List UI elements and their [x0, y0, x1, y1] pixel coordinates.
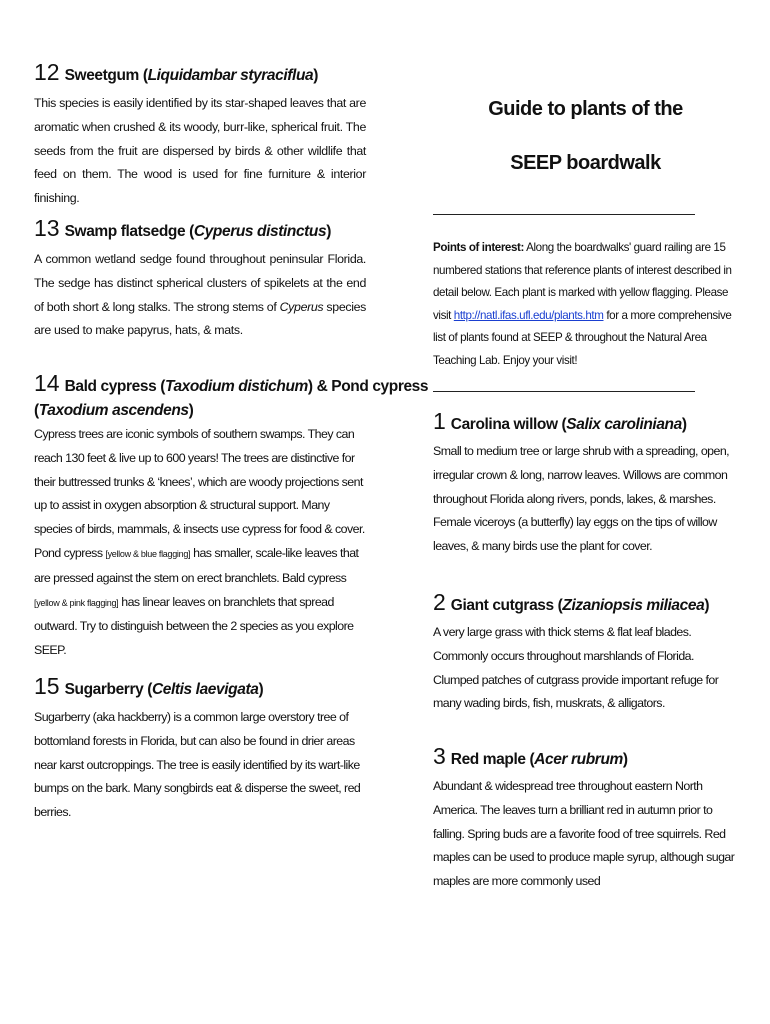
entry-heading: 3 Red maple (Acer rubrum) — [433, 743, 628, 769]
latin-name: Liquidambar styraciflua — [147, 67, 314, 84]
latin-name: Cyperus distinctus — [193, 223, 327, 240]
latin-name: Taxodium ascendens — [38, 402, 189, 419]
entry-heading: 12 Sweetgum (Liquidambar styraciflua) — [34, 59, 318, 85]
entry-description: A common wetland sedge found throughout peninsular Florida. The sedge has distinct spherical clusters of spikelets at the end of both short & long stalks. The strong stems of Cyperus species are used to make papyrus, hats, & mats. — [34, 252, 366, 338]
entry-heading: 1 Carolina willow (Salix caroliniana) — [433, 408, 687, 434]
flagging-note: [yellow & blue flagging] — [105, 548, 191, 559]
station-number: 14 — [34, 370, 60, 396]
entry-giant-cutgrass — [433, 590, 738, 716]
latin-name: Zizaniopsis miliacea — [562, 597, 705, 614]
latin-name: Celtis laevigata — [151, 681, 259, 698]
latin-name: Taxodium distichum — [164, 378, 308, 395]
entry-heading: 13 Swamp flatsedge (Cyperus distinctus) — [34, 215, 331, 241]
entry-description: A very large grass with thick stems & flat leaf blades. Commonly occurs throughout marshlands of Florida. Clumped patches of cutgrass provide important refuge for many wading birds, fish, muskrats, & alligators. — [433, 625, 719, 711]
entry-heading: 2 Giant cutgrass (Zizaniopsis miliacea) — [433, 589, 710, 615]
entry-cypress — [34, 370, 429, 663]
entry-sugarberry — [34, 674, 366, 825]
points-of-interest-text: Points of interest: Along the boardwalks' guard railing are 15 numbered stations that reference plants of interest described in detail below. Each plant is marked with yellow flagging. Please visit http://natl.ifas.ufl.edu/plants.htm for a more comprehensive list of plants found at SEEP & throughout the Natural Area Teaching Lab. Enjoy your visit! — [433, 241, 732, 367]
station-number: 15 — [34, 673, 60, 699]
divider — [433, 391, 695, 392]
entry-red-maple — [433, 744, 738, 894]
points-of-interest-label: Points of interest: — [433, 241, 524, 254]
entry-description: Small to medium tree or large shrub with a spreading, open, irregular crown & long, narrow leaves. Willows are common throughout Florida along rivers, ponds, lakes, & marshes. Female viceroys (a butterfly) lay eggs on the tips of willow leaves, & many birds use the plant for cover. — [433, 444, 730, 554]
entry-description: This species is easily identified by its star-shaped leaves that are aromatic when crushed & its woody, burr-like, spherical fruit. The seeds from the fruit are dispersed by birds & other wildlife that feed on them. The wood is used for fine furniture & interior finishing. — [34, 96, 366, 206]
station-number: 12 — [34, 59, 60, 85]
entry-carolina-willow — [433, 409, 738, 559]
station-number: 13 — [34, 215, 60, 241]
entry-heading: 14 Bald cypress (Taxodium distichum) & Pond cypress — [34, 370, 429, 396]
station-number: 3 — [433, 743, 446, 769]
flagging-note: [yellow & pink flagging] — [34, 597, 119, 608]
entry-description: Cypress trees are iconic symbols of southern swamps. They can reach 130 feet & live up to 600 years! The trees are distinctive for their buttressed trunks & ‘knees’, which are woody projections sent up to assist in oxygen absorption & structural support. Many species of birds, mammals, & insects use cypress for food & cover. Pond cypress [yellow & blue flagging] has smaller, scale-like leaves that are pressed against the stem on erect branchlets. Bald cypress [yellow & pink flagging] has linear leaves on branchlets that spread outward. Try to distinguish between the 2 species as you explore SEEP. — [34, 427, 365, 658]
station-number: 1 — [433, 408, 446, 434]
latin-name: Acer rubrum — [534, 751, 623, 768]
station-number: 2 — [433, 589, 446, 615]
entry-description: Sugarberry (aka hackberry) is a common large overstory tree of bottomland forests in Florida, but can also be found in drier areas near karst outcroppings. The tree is easily identified by its wart-like bumps on the bark. Many songbirds eat & disperse the sweet, red berries. — [34, 710, 361, 820]
entry-heading-continued: (Taxodium ascendens) — [34, 402, 194, 419]
entry-description: Abundant & widespread tree throughout eastern North America. The leaves turn a brilliant red in autumn prior to falling. Spring buds are a favorite food of tree squirrels. Red maples can be used to produce maple syrup, although sugar maples are more commonly used — [433, 779, 735, 889]
entry-sweetgum — [34, 60, 366, 211]
entry-swamp-flatsedge — [34, 216, 366, 343]
entry-heading: 15 Sugarberry (Celtis laevigata) — [34, 673, 264, 699]
divider — [433, 214, 695, 215]
page-title: Guide to plants of the — [488, 98, 683, 120]
page-subtitle: SEEP boardwalk — [510, 152, 661, 174]
points-of-interest — [433, 237, 738, 373]
latin-name: Salix caroliniana — [566, 416, 682, 433]
plants-link[interactable]: http://natl.ifas.ufl.edu/plants.htm — [453, 308, 604, 322]
